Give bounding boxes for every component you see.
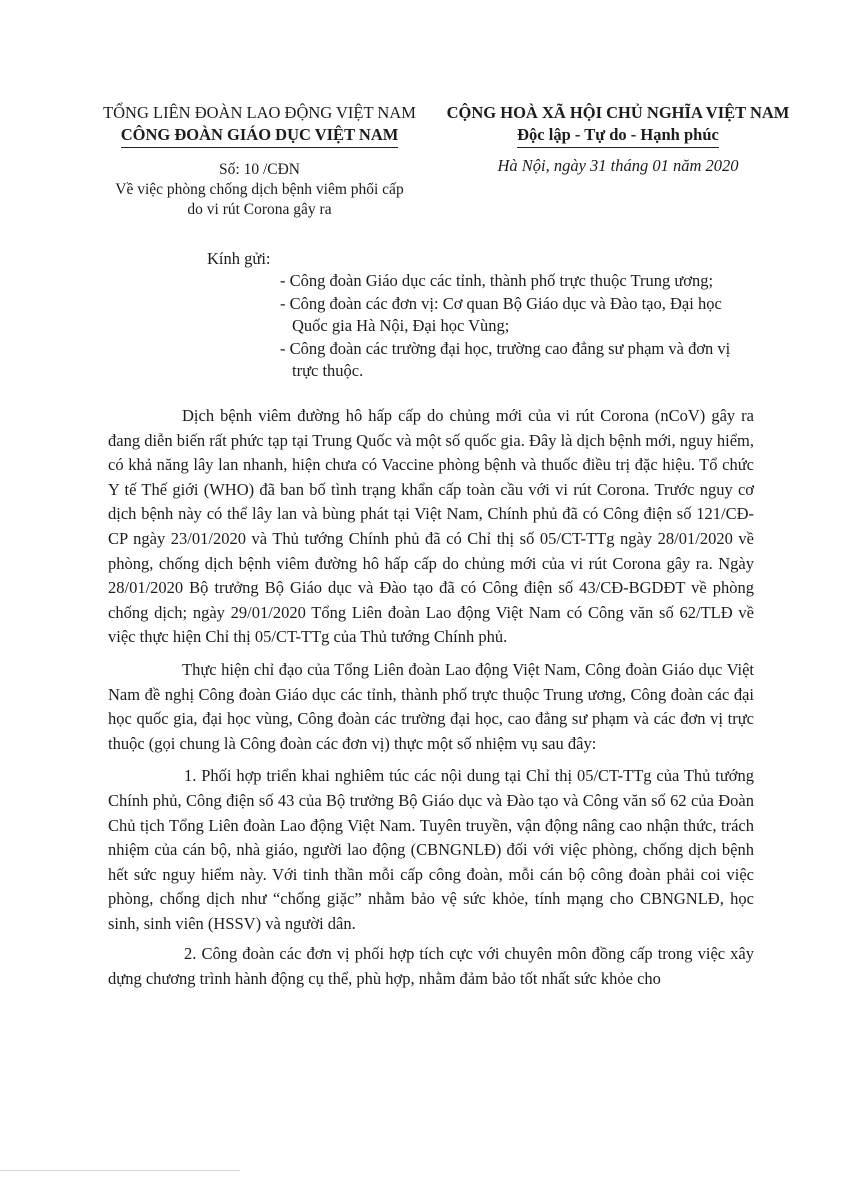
subject-line-1: Về việc phòng chống dịch bệnh viêm phổi cấp [115, 181, 404, 198]
national-motto: Độc lập - Tự do - Hạnh phúc [517, 124, 719, 148]
issuer-block [92, 102, 427, 148]
national-title: CỘNG HOÀ XÃ HỘI CHỦ NGHĨA VIỆT NAM [446, 103, 790, 122]
recipient-item: - Công đoàn các đơn vị: Cơ quan Bộ Giáo dục và Đào tạo, Đại học Quốc gia Hà Nội, Đại học Vùng; [280, 293, 722, 335]
recipient-item: - Công đoàn các trường đại học, trường cao đẳng sư phạm và đơn vị trực thuộc. [280, 338, 731, 380]
numbered-item: 1. Phối hợp triển khai nghiêm túc các nội dung tại Chỉ thị 05/CT-TTg của Thủ tướng Chính phủ, Công điện số 43 của Bộ trưởng Bộ Giáo dục và Đào tạo và Công văn số 62 của Đoàn Chủ tịch Tổng Liên đoàn Lao động Việt Nam. Tuyên truyền, vận động nâng cao nhận thức, trách nhiệm của cán bộ, nhà giáo, người lao động (CBNGNLĐ) đối với việc phòng, chống dịch bệnh hết sức nguy hiểm này. Với tinh thần mỗi cấp công đoàn, mỗi cán bộ công đoàn phải coi việc phòng, chống dịch như “chống giặc” nhằm bảo vệ sức khỏe, tính mạng cho CBNGNLĐ, học sinh, sinh viên (HSSV) và người dân. [108, 766, 754, 933]
body-paragraph: Thực hiện chỉ đạo của Tổng Liên đoàn Lao động Việt Nam, Công đoàn Giáo dục Việt Nam đề nghị Công đoàn Giáo dục các tỉnh, thành phố trực thuộc Trung ương, Công đoàn các đại học quốc gia, đại học vùng, Công đoàn các trường đại học, cao đẳng sư phạm và các đơn vị trực thuộc (gọi chung là Công đoàn các đơn vị) thực một số nhiệm vụ sau đây: [108, 659, 754, 753]
subject-line-2: do vi rút Corona gây ra [187, 201, 332, 218]
scan-edge-line [0, 1170, 240, 1171]
document-number: Số: 10 /CĐN [219, 161, 300, 178]
numbered-item: 2. Công đoàn các đơn vị phối hợp tích cực với chuyên môn đồng cấp trong việc xây dựng chương trình hành động cụ thể, phù hợp, nhằm đảm bảo tốt nhất sức khỏe cho [108, 944, 754, 989]
document-subject [92, 180, 427, 220]
document-body [108, 404, 754, 998]
body-paragraph: Dịch bệnh viêm đường hô hấp cấp do chủng mới của vi rút Corona (nCoV) gây ra đang diễn biến rất phức tạp tại Trung Quốc và một số quốc gia. Đây là dịch bệnh mới, nguy hiểm, có khả năng lây lan nhanh, hiện chưa có Vaccine phòng bệnh và thuốc điều trị đặc hiệu. Tổ chức Y tế Thế giới (WHO) đã ban bố tình trạng khẩn cấp toàn cầu với vi rút Corona. Trước nguy cơ dịch bệnh này có thể lây lan và bùng phát tại Việt Nam, Chính phủ đã có Công điện số 121/CĐ-CP ngày 23/01/2020 và Thủ tướng Chính phủ đã có Chỉ thị số 05/CT-TTg ngày 28/01/2020 về phòng, chống dịch bệnh viêm đường hô hấp cấp do chủng mới của vi rút Corona gây ra. Ngày 28/01/2020 Bộ trưởng Bộ Giáo dục và Đào tạo đã có Công điện số 43/CĐ-BGDĐT về phòng chống dịch; ngày 29/01/2020 Tổng Liên đoàn Lao động Việt Nam có Công văn số 62/TLĐ về việc thực hiện Chỉ thị 05/CT-TTg của Thủ tướng Chính phủ. [108, 406, 754, 647]
salutation: Kính gửi: [207, 249, 271, 268]
issuing-organization: CÔNG ĐOÀN GIÁO DỤC VIỆT NAM [121, 124, 399, 148]
parent-organization: TỔNG LIÊN ĐOÀN LAO ĐỘNG VIỆT NAM [103, 103, 416, 122]
recipient-list [280, 270, 750, 383]
document-date: Hà Nội, ngày 31 tháng 01 năm 2020 [497, 156, 739, 175]
national-heading-block [432, 102, 804, 148]
recipient-item: - Công đoàn Giáo dục các tỉnh, thành phố trực thuộc Trung ương; [280, 271, 714, 290]
